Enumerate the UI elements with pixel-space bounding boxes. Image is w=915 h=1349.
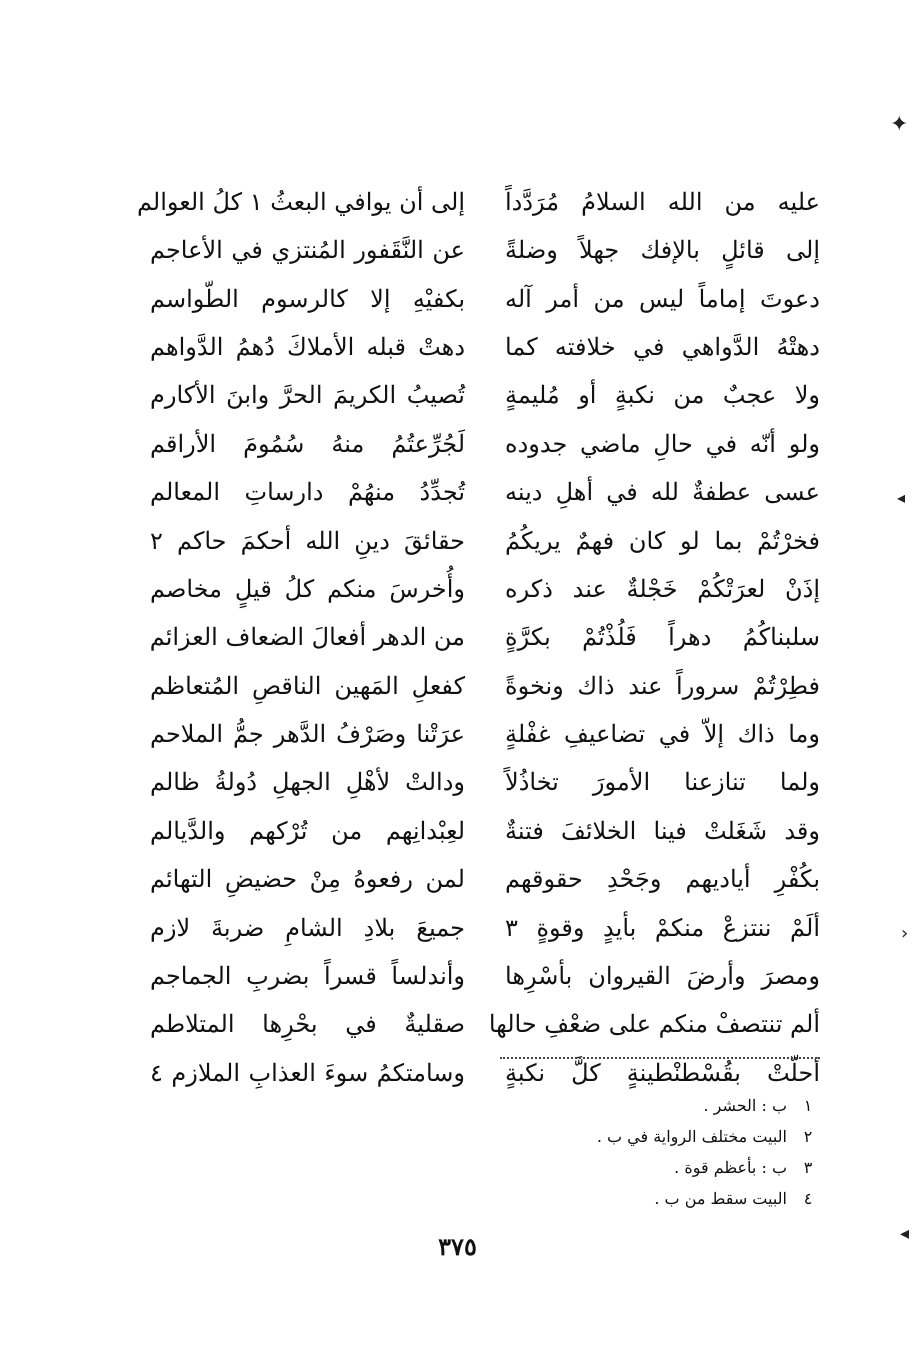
verse-first-hemistich: دعوتَ إماماً ليس من أمر آله	[505, 284, 820, 313]
verse-first-hemistich: فطِرْتُمْ سروراً عند ذاك ونخوةً	[505, 671, 820, 700]
verse-second-hemistich: لعِبْدانِهم من تُرْكهم والدَّيالم	[150, 816, 465, 845]
poem-verse	[150, 517, 820, 565]
poem-verse	[150, 855, 820, 903]
poem-verse	[150, 952, 820, 1000]
verse-first-hemistich: دهتْهُ الدَّواهي في خلافته كما	[505, 332, 820, 361]
poem-verse	[150, 275, 820, 323]
poem-verse	[150, 759, 820, 807]
footnote-text: البيت سقط من ب .	[654, 1189, 787, 1208]
verse-second-hemistich: كفعلِ المَهين الناقصِ المُتعاظم	[150, 671, 465, 700]
footnote	[315, 1090, 815, 1121]
arrow-mark-icon: ◂	[900, 1223, 910, 1244]
verse-second-hemistich: حقائقَ دينِ الله أحكمَ حاكم ٢	[150, 526, 465, 555]
footnote-number: ١	[803, 1096, 813, 1115]
margin-mark-icon: ›	[901, 923, 909, 944]
poem-verse	[150, 614, 820, 662]
poem-verse	[150, 372, 820, 420]
verse-second-hemistich: وأُخرسَ منكم كلُ قيلٍ مخاصم	[150, 574, 465, 603]
footnote-number: ٣	[803, 1158, 813, 1177]
verse-second-hemistich: ودالتْ لأهْلِ الجهلِ دُولةُ ظالم	[150, 768, 465, 797]
verse-first-hemistich: ولما تنازعنا الأمورَ تخاذُلاً	[505, 768, 820, 797]
poem-verse	[150, 420, 820, 468]
footnote-text: البيت مختلف الرواية في ب .	[596, 1127, 787, 1146]
verse-first-hemistich: إلى قائلٍ بالإفك جهلاً وضلةً	[505, 236, 820, 265]
footnotes	[315, 1090, 815, 1214]
verse-second-hemistich: عن النَّقَفور المُنتزي في الأعاجم	[150, 236, 465, 265]
verse-first-hemistich: ومصرَ وأرضَ القيروان بأسْرِها	[505, 962, 820, 991]
verse-second-hemistich: صقليةٌ في بحْرِها المتلاطم	[150, 1010, 465, 1039]
footnote-text: ب : الحشر .	[703, 1096, 787, 1115]
poem-verse	[150, 323, 820, 371]
poem-verse	[150, 468, 820, 516]
footnote-text: ب : بأعظم قوة .	[674, 1158, 787, 1177]
verse-first-hemistich: ولو أنّه في حالِ ماضي جدوده	[505, 429, 820, 458]
footnote	[315, 1183, 815, 1214]
verse-second-hemistich: إلى أن يوافي البعثُ ١ كلُ العوالم	[136, 187, 465, 216]
verse-second-hemistich: من الدهر أفعالَ الضعاف العزائم	[149, 623, 465, 652]
verse-first-hemistich: إذَنْ لعرَتْكُمْ خَجْلةٌ عند ذكره	[505, 574, 820, 603]
verse-first-hemistich: أحلّتْ بقُسْطنْطينةٍ كلَّ نكبةٍ	[505, 1058, 820, 1087]
verse-second-hemistich: بكفيْهِ إلا كالرسوم الطّواسم	[150, 284, 465, 313]
verse-first-hemistich: عسى عطفةٌ لله في أهلِ دينه	[505, 478, 820, 507]
poem-verse	[150, 904, 820, 952]
poem-verse	[150, 565, 820, 613]
footnote-divider	[500, 1057, 820, 1059]
page-number: ٣٧٥	[438, 1232, 477, 1261]
poem-verse	[150, 710, 820, 758]
poem-verse	[136, 178, 820, 226]
verse-first-hemistich: وما ذاك إلاّ في تضاعيفِ غفْلةٍ	[505, 720, 820, 749]
triangle-mark-icon: ◂	[897, 488, 906, 507]
verse-second-hemistich: دهتْ قبله الأملاكَ دُهمُ الدَّواهم	[150, 332, 465, 361]
verse-second-hemistich: لمن رفعوهُ مِنْ حضيضِ التهائم	[150, 865, 465, 894]
verse-first-hemistich: عليه من الله السلامُ مُرَدَّداً	[505, 187, 820, 216]
verse-second-hemistich: لَجُرِّعتُمُ منهُ سُمُومَ الأراقم	[150, 429, 465, 458]
poem-verse	[150, 807, 820, 855]
poem-verse	[150, 662, 820, 710]
verse-second-hemistich: وسامتكمُ سوءَ العذابِ الملازم ٤	[150, 1058, 465, 1087]
footnote	[315, 1121, 815, 1152]
verse-first-hemistich: فخرْتُمْ بما لو كان فهمٌ يريكُمُ	[505, 526, 820, 555]
verse-first-hemistich: ولا عجبٌ من نكبةٍ أو مُليمةٍ	[505, 381, 820, 410]
star-mark-icon: ✦	[890, 112, 909, 137]
poem-verse	[150, 226, 820, 274]
footnote-number: ٢	[803, 1127, 813, 1146]
verse-first-hemistich: سلبناكُمُ دهراً فَلُذْتُمْ بكرَّةٍ	[505, 623, 820, 652]
poem-verse	[150, 1001, 820, 1049]
verse-second-hemistich: تُصيبُ الكريمَ الحرَّ وابنَ الأكارم	[150, 381, 465, 410]
footnote-number: ٤	[803, 1189, 813, 1208]
footnote	[315, 1152, 815, 1183]
verse-first-hemistich: بكُفْرِ أياديهم وجَحْدِ حقوقهم	[505, 865, 820, 894]
verse-first-hemistich: وقد شَغَلتْ فينا الخلائفَ فتنةٌ	[505, 816, 820, 845]
verse-second-hemistich: جميعَ بلادِ الشامِ ضربةَ لازم	[150, 913, 465, 942]
verse-second-hemistich: عرَتْنا وصَرْفُ الدَّهر جمُّ الملاحم	[150, 720, 465, 749]
verse-first-hemistich: ألَمْ ننتزعْ منكمْ بأيدٍ وقوةٍ ٣	[505, 913, 820, 942]
verse-first-hemistich: ألم تنتصفْ منكم على ضعْفِ حالها	[488, 1010, 820, 1039]
verse-second-hemistich: تُجدِّدُ منهُمْ دارساتِ المعالم	[150, 478, 465, 507]
verse-second-hemistich: وأندلساً قسراً بضربِ الجماجم	[150, 962, 465, 991]
poem	[136, 178, 820, 1097]
